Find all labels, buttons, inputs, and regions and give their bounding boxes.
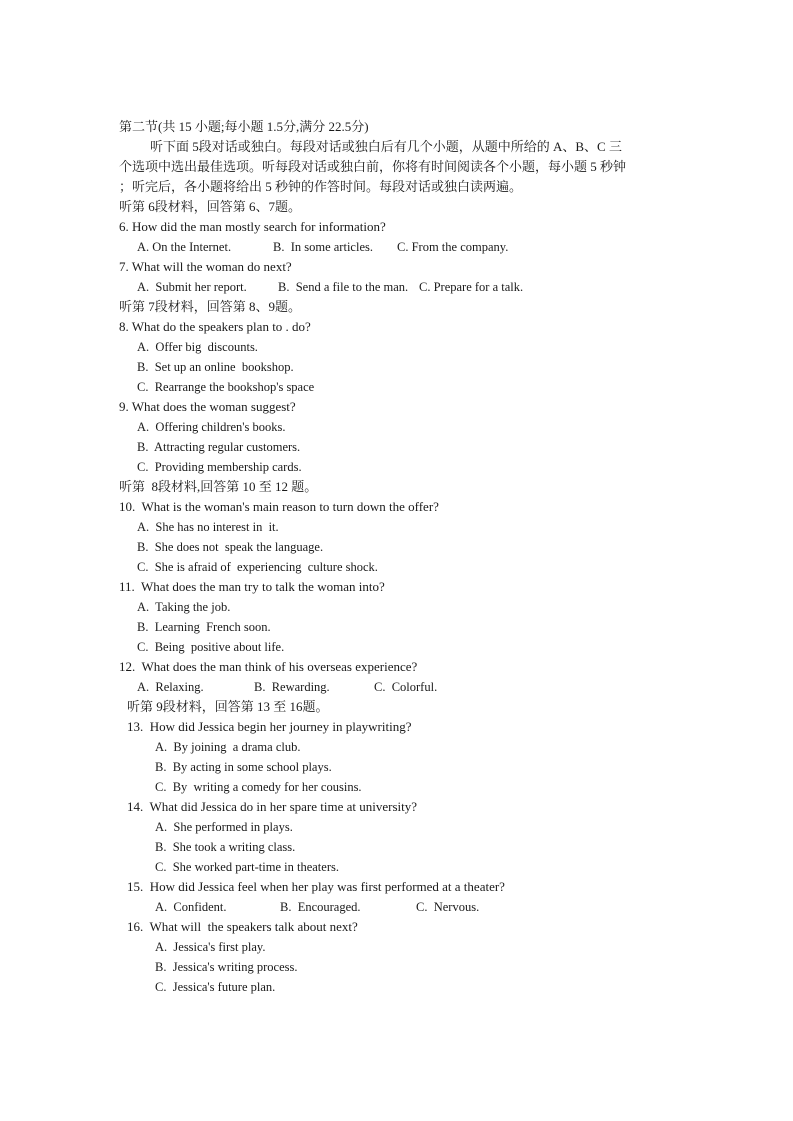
q14-option-c: C. She worked part-time in theaters. xyxy=(155,860,339,874)
q14-option-a: A. She performed in plays. xyxy=(155,820,293,834)
q11-option-b: B. Learning French soon. xyxy=(137,620,271,634)
question-16: 16. What will the speakers talk about next? xyxy=(127,919,358,934)
material-9-heading: 听第 9段材料，回答第 13 至 16题。 xyxy=(127,699,329,714)
q9-option-a: A. Offering children's books. xyxy=(137,420,286,434)
q12-option-a: A. Relaxing. xyxy=(137,680,204,694)
question-6: 6. How did the man mostly search for information? xyxy=(119,219,386,234)
q9-option-c: C. Providing membership cards. xyxy=(137,460,302,474)
intro-line-3: ；听完后，各小题将给出 5 秒钟的作答时间。每段对话或独白读两遍。 xyxy=(119,179,523,194)
section-header: 第二节(共 15 小题;每小题 1.5分,满分 22.5分) xyxy=(119,119,369,134)
q10-option-a: A. She has no interest in it. xyxy=(137,520,279,534)
q13-option-a: A. By joining a drama club. xyxy=(155,740,301,754)
question-10: 10. What is the woman's main reason to turn down the offer? xyxy=(119,499,439,514)
intro-line-2: 个选项中选出最佳选项。听每段对话或独白前，你将有时间阅读各个小题，每小题 5 秒钟 xyxy=(119,159,627,174)
q12-option-b: B. Rewarding. xyxy=(254,680,330,694)
q8-option-c: C. Rearrange the bookshop's space xyxy=(137,380,315,394)
q13-option-c: C. By writing a comedy for her cousins. xyxy=(155,780,362,794)
q7-option-b: B. Send a file to the man. xyxy=(278,280,409,294)
q6-option-c: C. From the company. xyxy=(397,240,509,254)
material-7-heading: 听第 7段材料，回答第 8、9题。 xyxy=(119,299,302,314)
question-15: 15. How did Jessica feel when her play was first performed at a theater? xyxy=(127,879,505,894)
q10-option-b: B. She does not speak the language. xyxy=(137,540,324,554)
q15-option-c: C. Nervous. xyxy=(416,900,480,914)
material-6-heading: 听第 6段材料，回答第 6、7题。 xyxy=(119,199,302,214)
question-12: 12. What does the man think of his overseas experience? xyxy=(119,659,418,674)
question-9: 9. What does the woman suggest? xyxy=(119,399,296,414)
q12-option-c: C. Colorful. xyxy=(374,680,438,694)
q15-option-b: B. Encouraged. xyxy=(280,900,361,914)
q16-option-a: A. Jessica's first play. xyxy=(155,940,266,954)
q8-option-b: B. Set up an online bookshop. xyxy=(137,360,294,374)
question-13: 13. How did Jessica begin her journey in playwriting? xyxy=(127,719,412,734)
q7-option-c: C. Prepare for a talk. xyxy=(419,280,524,294)
q6-option-b: B. In some articles. xyxy=(273,240,373,254)
q16-option-b: B. Jessica's writing process. xyxy=(155,960,298,974)
question-14: 14. What did Jessica do in her spare time at university? xyxy=(127,799,418,814)
q11-option-a: A. Taking the job. xyxy=(137,600,231,614)
q9-option-b: B. Attracting regular customers. xyxy=(137,440,301,454)
intro-line-1: 听下面 5段对话或独白。每段对话或独白后有几个小题，从题中所给的 A、B、C 三 xyxy=(150,139,622,154)
material-8-heading: 听第 8段材料,回答第 10 至 12 题。 xyxy=(119,479,318,494)
q8-option-a: A. Offer big discounts. xyxy=(137,340,258,354)
q14-option-b: B. She took a writing class. xyxy=(155,840,296,854)
q7-option-a: A. Submit her report. xyxy=(137,280,247,294)
q10-option-c: C. She is afraid of experiencing culture shock. xyxy=(137,560,378,574)
q6-option-a: A. On the Internet. xyxy=(137,240,232,254)
question-8: 8. What do the speakers plan to . do? xyxy=(119,319,311,334)
q16-option-c: C. Jessica's future plan. xyxy=(155,980,276,994)
question-11: 11. What does the man try to talk the woman into? xyxy=(119,579,385,594)
q13-option-b: B. By acting in some school plays. xyxy=(155,760,332,774)
q11-option-c: C. Being positive about life. xyxy=(137,640,285,654)
question-7: 7. What will the woman do next? xyxy=(119,259,292,274)
q15-option-a: A. Confident. xyxy=(155,900,227,914)
